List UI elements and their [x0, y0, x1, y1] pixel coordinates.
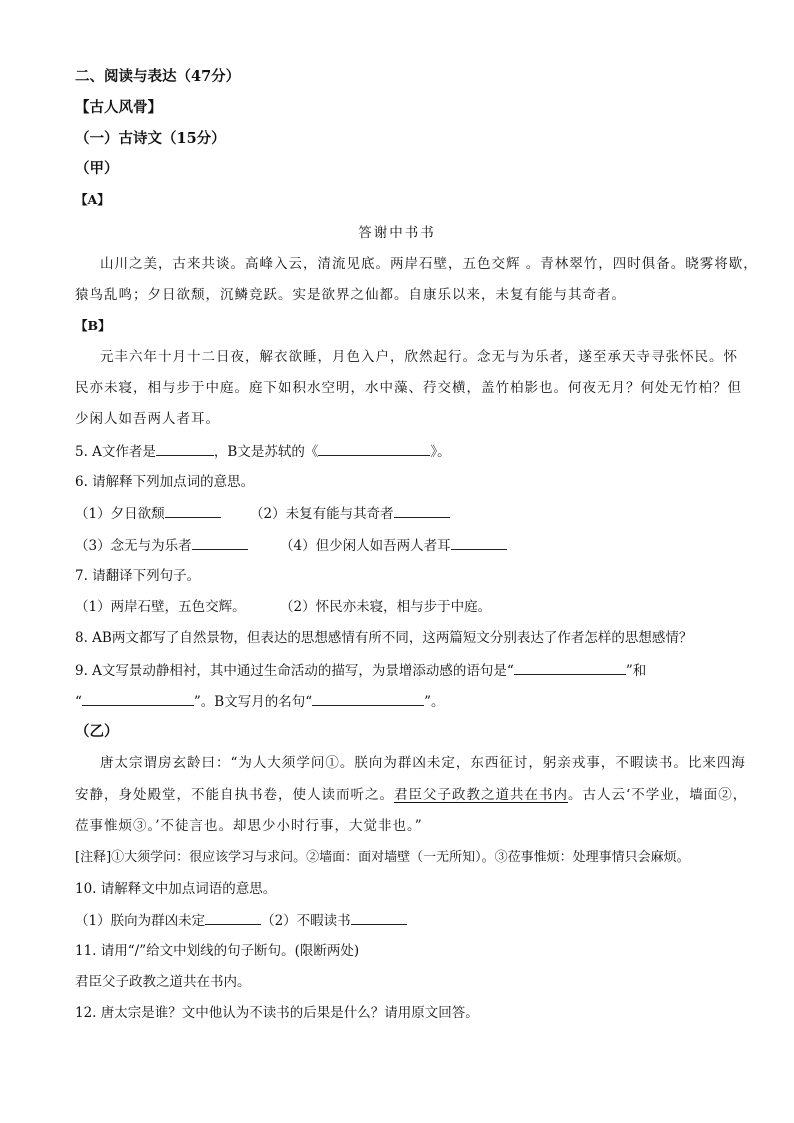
question-8: 8. AB两文都写了自然景物，但表达的思想感情有所不同，这两篇短文分别表达了作者怎样的思想感情？ [75, 630, 693, 646]
answer-blank[interactable] [394, 503, 450, 518]
b-text-line-1: 元丰六年十月十二日夜，解衣欲睡，月色入户，欣然起行。念无与为乐者，遂至承天寺寻张怀民。怀 [100, 349, 738, 365]
yi-text-line-2: 安静，身处殿堂，不能自执书卷，使人读而听之。君臣父子政教之道共在书内。古人云‘不学业，墙面②， [75, 787, 748, 803]
answer-blank[interactable] [312, 691, 424, 706]
question-10-items: （1）朕向为群凶未定 （2）不暇读书 [75, 910, 407, 931]
jia-heading: （甲） [75, 160, 119, 177]
question-11: 11. 请用“/”给文中划线的句子断句。(限断两处) [75, 943, 360, 959]
question-7: 7. 请翻译下列句子。 [75, 568, 201, 584]
question-6-item-4: （4）但少闲人如吾两人者耳 [280, 535, 507, 556]
question-10: 10. 请解释文中加点词语的意思。 [75, 881, 277, 897]
a-text-line-1: 山川之美，古来共谈。高峰入云，清流见底。两岸石壁，五色交辉 。青林翠竹，四时俱备。晓雾将歇， [100, 256, 758, 272]
section-heading: 二、阅读与表达（47分） [75, 68, 241, 85]
answer-blank[interactable] [351, 910, 407, 925]
answer-blank[interactable] [514, 660, 626, 675]
question-9: 9. A文写景动静相衬，其中通过生命活动的描写，为景增添动感的语句是“ ”和 [75, 660, 646, 681]
a-text-line-2: 猿鸟乱鸣；夕日欲颓，沉鳞竞跃。实是欲界之仙都。自康乐以来，未复有能与其奇者。 [75, 287, 626, 303]
question-7-item-2: （2）怀民亦未寝，相与步于中庭。 [280, 599, 492, 615]
a-label: 【A】 [75, 192, 110, 207]
answer-blank[interactable] [318, 441, 430, 456]
question-12: 12. 唐太宗是谁？文中他认为不读书的后果是什么？请用原文回答。 [75, 1005, 479, 1021]
b-label: 【B】 [75, 318, 111, 333]
question-7-item-1: （1）两岸石壁，五色交辉。 [75, 599, 246, 615]
question-6-item-3: （3）念无与为乐者 [75, 535, 248, 556]
unit-heading: 【古人风骨】 [75, 99, 162, 116]
question-6-item-2: （2）未复有能与其奇者 [250, 503, 450, 524]
answer-blank[interactable] [82, 691, 194, 706]
answer-blank[interactable] [192, 535, 248, 550]
question-6: 6. 请解释下列加点词的意思。 [75, 474, 255, 490]
b-text-line-3: 少闲人如吾两人者耳。 [75, 411, 220, 427]
question-9-cont: “ ”。B文写月的名句“ ”。 [75, 691, 445, 712]
yi-text-line-3: 莅事惟烦③。’不徒言也。却思少小时行事，大觉非也。” [75, 818, 423, 834]
answer-blank[interactable] [451, 535, 507, 550]
yi-text-line-1: 唐太宗谓房玄龄曰：“为人大须学问①。朕向为群凶未定，东西征讨，躬亲戎事，不暇读书。比来四海 [100, 755, 746, 771]
yi-heading: （乙） [75, 723, 119, 740]
answer-blank[interactable] [165, 503, 221, 518]
part-heading: （一）古诗文（15分） [75, 130, 226, 147]
question-11-sentence: 君臣父子政教之道共在书内。 [75, 974, 251, 990]
annotation-note: [注释]①大须学问：很应该学习与求问。②墙面：面对墙壁（一无所知）。③莅事惟烦：处理事情只会麻烦。 [75, 850, 690, 865]
answer-blank[interactable] [205, 910, 261, 925]
b-text-line-2: 民亦未寝，相与步于中庭。庭下如积水空明，水中藻、荇交横，盖竹柏影也。何夜无月？何处无竹柏？但 [75, 380, 742, 396]
a-title: 答谢中书书 [358, 225, 436, 241]
answer-blank[interactable] [156, 441, 214, 456]
underlined-sentence: 君臣父子政教之道共在书内 [394, 787, 568, 803]
question-6-item-1: （1）夕日欲颓 [75, 503, 221, 524]
question-5: 5. A文作者是 ，B文是苏轼的《 》。 [75, 441, 451, 462]
